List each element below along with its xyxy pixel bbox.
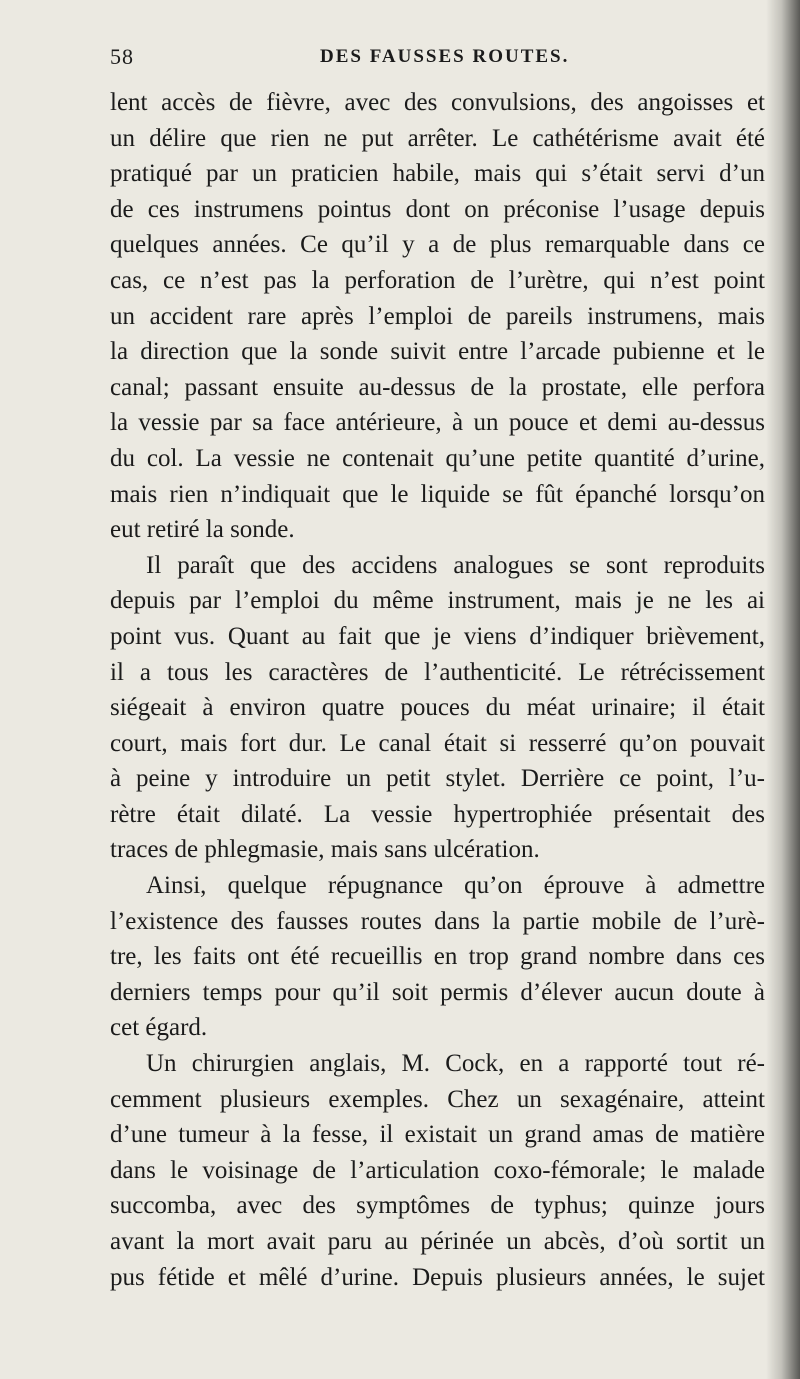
text-line: à peine y introduire un petit stylet. Derrière ce point, l’u- xyxy=(110,765,765,793)
text-line: point vus. Quant au fait que je viens d’indiquer brièvement, xyxy=(110,622,765,650)
text-line: du col. La vessie ne contenait qu’une petite quantité d’urine, xyxy=(110,444,765,472)
text-line: lent accès de fièvre, avec des convulsions, des angoisses et xyxy=(110,89,765,116)
text-line: depuis par l’emploi du même instrument, mais je ne les ai xyxy=(110,587,765,615)
text-line: pratiqué par un praticien habile, mais qui s’était servi d’un xyxy=(110,160,765,188)
text-line: de ces instrumens pointus dont on préconise l’usage depuis xyxy=(110,195,765,223)
text-line: quelques années. Ce qu’il y a de plus remarquable dans ce xyxy=(110,231,765,259)
text-line: derniers temps pour qu’il soit permis d’élever aucun doute à xyxy=(110,978,765,1006)
page-edge-shadow xyxy=(766,0,800,1379)
text-line: Un chirurgien anglais, M. Cock, en a rapporté tout ré- xyxy=(146,1050,765,1078)
text-line: la direction que la sonde suivit entre l’arcade pubienne et le xyxy=(110,338,765,366)
text-line: mais rien n’indiquait que le liquide se fût épanché lorsqu’on xyxy=(110,480,765,508)
text-line: avant la mort avait paru au périnée un abcès, d’où sortit un xyxy=(110,1228,765,1255)
text-line: traces de phlegmasie, mais sans ulcération. xyxy=(110,836,540,864)
running-head: DES FAUSSES ROUTES. xyxy=(320,46,570,67)
text-line: siégeait à environ quatre pouces du méat urinaire; il était xyxy=(110,694,765,722)
text-line: la vessie par sa face antérieure, à un pouce et demi au-dessus xyxy=(110,409,765,437)
text-line: un délire que rien ne put arrêter. Le cathétérisme avait été xyxy=(110,124,765,152)
text-line: d’une tumeur à la fesse, il existait un grand amas de matière xyxy=(110,1121,765,1149)
text-line: eut retiré la sonde. xyxy=(110,516,295,544)
text-line: tre, les faits ont été recueillis en trop grand nombre dans ces xyxy=(110,943,765,971)
text-line: un accident rare après l’emploi de pareils instrumens, mais xyxy=(110,302,765,330)
text-line: l’existence des fausses routes dans la partie mobile de l’urè- xyxy=(110,907,765,935)
text-line: il a tous les caractères de l’authenticité. Le rétrécissement xyxy=(110,658,765,686)
text-line: rètre était dilaté. La vessie hypertrophiée présentait des xyxy=(110,800,765,828)
body-text xyxy=(110,85,765,1295)
text-line: dans le voisinage de l’articulation coxo-fémorale; le malade xyxy=(110,1156,765,1184)
text-line: canal; passant ensuite au-dessus de la prostate, elle perfora xyxy=(110,373,765,401)
text-line: cas, ce n’est pas la perforation de l’urètre, qui n’est point xyxy=(110,266,765,294)
text-line: cet égard. xyxy=(110,1014,208,1042)
text-line: court, mais fort dur. Le canal était si resserré qu’on pouvait xyxy=(110,729,765,757)
text-line: succomba, avec des symptômes de typhus; quinze jours xyxy=(110,1192,765,1220)
page-number: 58 xyxy=(110,44,134,69)
text-line: Ainsi, quelque répugnance qu’on éprouve à admettre xyxy=(146,872,765,900)
text-line: cemment plusieurs exemples. Chez un sexagénaire, atteint xyxy=(110,1085,765,1113)
text-line: pus fétide et mêlé d’urine. Depuis plusieurs années, le sujet xyxy=(110,1263,765,1291)
page-header xyxy=(110,44,770,74)
text-line: Il paraît que des accidens analogues se sont reproduits xyxy=(146,551,765,579)
